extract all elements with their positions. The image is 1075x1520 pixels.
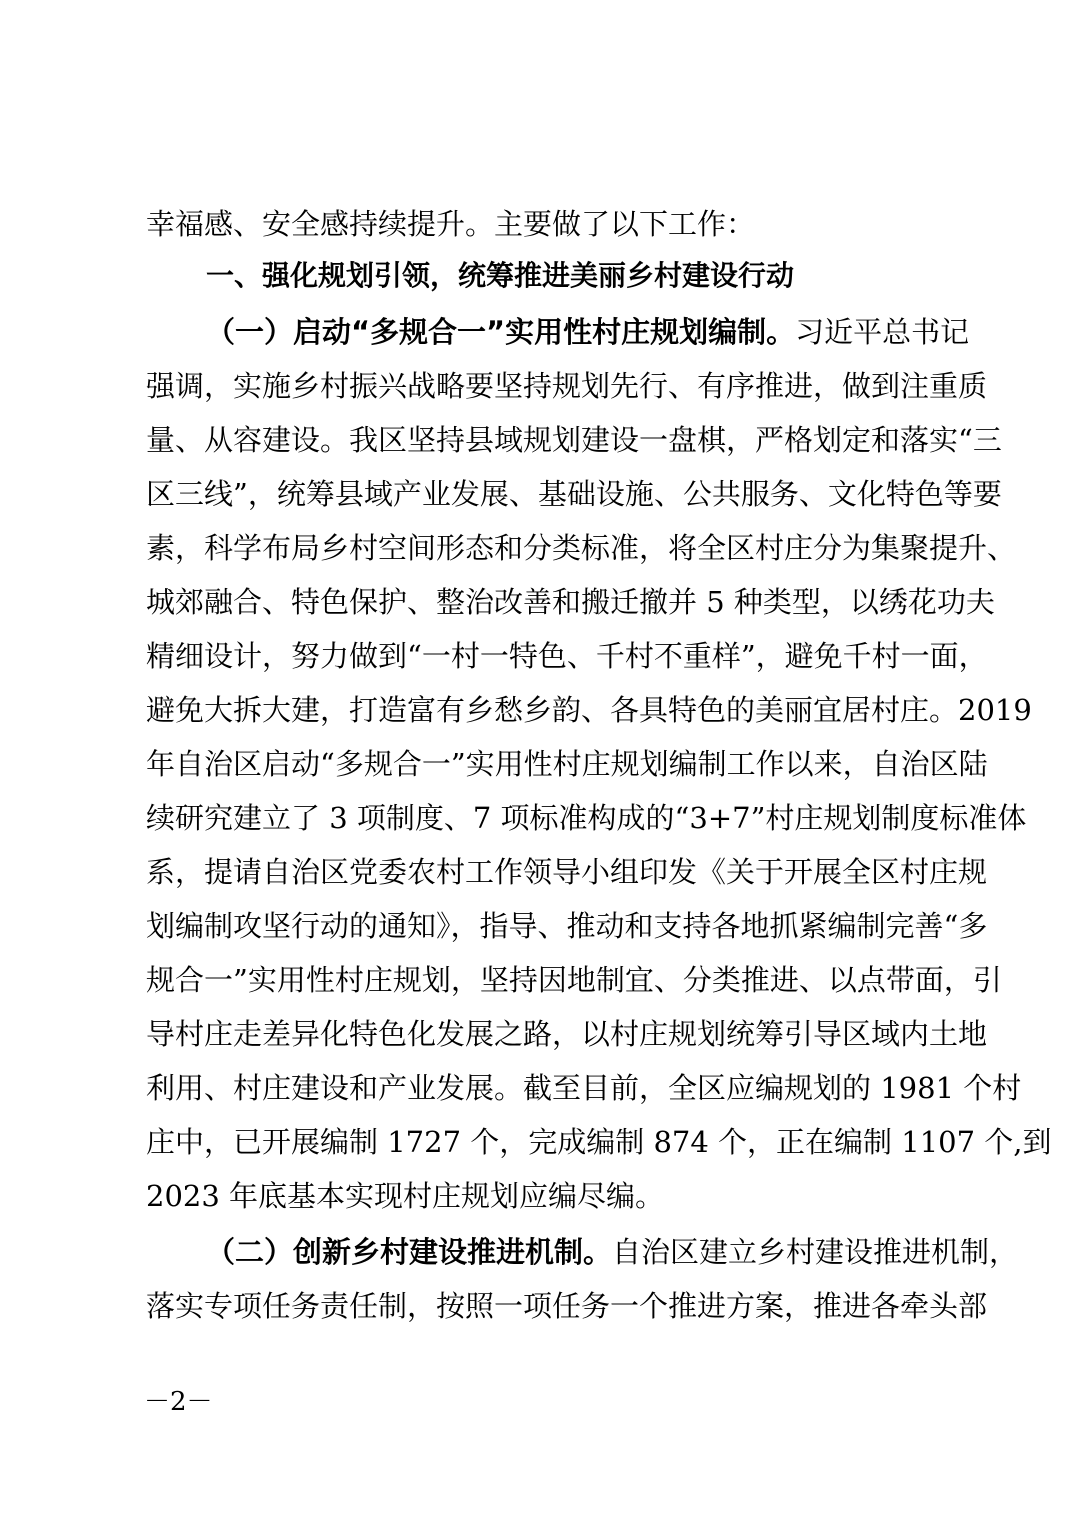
text-line — [146, 1116, 1052, 1168]
text-span: 落实专项任务责任制，按照一项任务一个推进方案，推进各牵头部 — [146, 1289, 988, 1323]
section-heading — [206, 250, 946, 302]
text-line — [146, 1062, 1022, 1114]
text-line — [146, 414, 1002, 466]
text-span: 系，提请自治区党委农村工作领导小组印发《关于开展全区村庄规 — [146, 855, 988, 889]
text-span: 习近平总书记 — [795, 315, 970, 349]
text-span: 续研究建立了 3 项制度、7 项标准构成的“3+7”村庄规划制度标准体 — [146, 801, 1027, 835]
text-span: 划编制攻坚行动的通知》，指导、推动和支持各地抓紧编制完善“多 — [146, 909, 988, 943]
text-span: 庄中，已开展编制 1727 个，完成编制 874 个，正在编制 1107 个,到 — [146, 1125, 1052, 1159]
text-line — [146, 360, 988, 412]
text-span: 区三线”，统筹县域产业发展、基础设施、公共服务、文化特色等要 — [146, 477, 1002, 511]
subsection-heading-text: （二）创新乡村建设推进机制。 — [206, 1235, 613, 1269]
text-line — [146, 954, 1002, 1006]
text-span: 年自治区启动“多规合一”实用性村庄规划编制工作以来，自治区陆 — [146, 747, 988, 781]
text-line — [146, 198, 946, 250]
text-span: 素，科学布局乡村空间形态和分类标准，将全区村庄分为集聚提升、 — [146, 531, 1017, 565]
text-line — [146, 900, 988, 952]
text-line — [146, 1008, 988, 1060]
text-line — [146, 792, 1027, 844]
subsection-heading-text: （一）启动“多规合一”实用性村庄规划编制。 — [206, 315, 796, 349]
text-span: 利用、村庄建设和产业发展。截至目前，全区应编规划的 1981 个村 — [146, 1071, 1022, 1105]
text-span: 精细设计，努力做到“一村一特色、千村不重样”，避免千村一面， — [146, 639, 988, 673]
section-heading-text: 一、强化规划引领，统筹推进美丽乡村建设行动 — [206, 259, 795, 292]
text-line — [146, 846, 988, 898]
text-span: 幸福感、安全感持续提升。主要做了以下工作： — [146, 207, 756, 241]
text-line — [146, 630, 988, 682]
text-line — [146, 1170, 946, 1222]
text-span: 避免大拆大建，打造富有乡愁乡韵、各具特色的美丽宜居村庄。2019 — [146, 693, 1032, 727]
text-line — [146, 468, 1002, 520]
text-span: 导村庄走差异化特色化发展之路，以村庄规划统筹引导区域内土地 — [146, 1017, 988, 1051]
text-line — [146, 522, 1017, 574]
text-line — [146, 684, 1032, 736]
text-span: 自治区建立乡村建设推进机制， — [612, 1235, 1019, 1269]
text-line — [146, 576, 995, 628]
text-line — [146, 1280, 988, 1332]
text-line — [146, 738, 988, 790]
text-span: 规合一”实用性村庄规划，坚持因地制宜、分类推进、以点带面，引 — [146, 963, 1002, 997]
subsection-heading-line — [206, 306, 970, 358]
page-number: －2－ — [144, 1387, 213, 1417]
text-span: 2023 年底基本实现村庄规划应编尽编。 — [146, 1179, 665, 1213]
text-span: 城郊融合、特色保护、整治改善和搬迁撤并 5 种类型，以绣花功夫 — [146, 585, 995, 619]
text-span: 量、从容建设。我区坚持县域规划建设一盘棋，严格划定和落实“三 — [146, 423, 1002, 457]
text-span: 强调，实施乡村振兴战略要坚持规划先行、有序推进，做到注重质 — [146, 369, 988, 403]
subsection-heading-line — [206, 1226, 1019, 1278]
